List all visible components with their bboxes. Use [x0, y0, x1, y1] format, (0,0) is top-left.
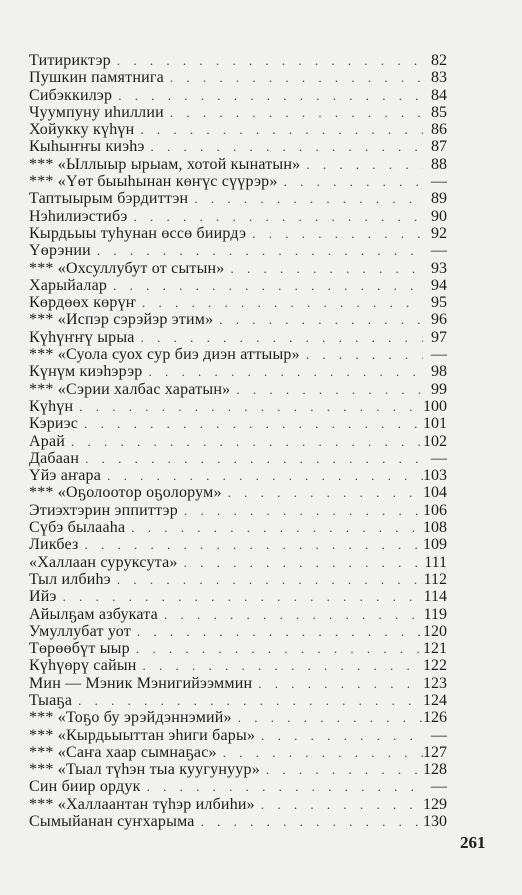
toc-entry: [29, 69, 447, 86]
toc-entry: [29, 709, 447, 726]
dot-leader: [79, 450, 423, 467]
toc-entry: [29, 294, 447, 311]
toc-entry-page: 86: [431, 121, 447, 139]
toc-entry-title: Күнүм киэһэрэр: [29, 363, 143, 381]
dot-leader: [188, 190, 423, 207]
dot-leader: [217, 744, 423, 761]
toc-entry-title: Умуллубат уот: [29, 622, 131, 640]
toc-entry-page: 129: [423, 795, 447, 813]
toc-entry-page: 119: [423, 605, 447, 623]
toc-entry: [29, 225, 447, 242]
toc-entry-title: Көрдөөх көрүҥ: [29, 294, 136, 312]
dot-leader: [195, 813, 423, 830]
toc-entry-page: 84: [431, 86, 447, 104]
toc-entry-page: 87: [431, 138, 447, 156]
toc-entry-title: Үөрэнии: [29, 242, 91, 260]
dot-leader: [107, 277, 423, 294]
dot-leader: [232, 709, 423, 726]
toc-entry-title: «Халлаан суруксута»: [29, 553, 178, 571]
dot-leader: [143, 363, 424, 380]
toc-entry: [29, 138, 447, 155]
toc-entry-title: Сүбэ былааһа: [29, 519, 126, 537]
toc-entry-title: Тыл илбиһэ: [29, 570, 111, 588]
toc-entry-page: 98: [431, 363, 447, 381]
toc-entry-page: 99: [431, 380, 447, 398]
toc-entry-title: *** «Тыал түһэн тыа куугунуур»: [29, 761, 260, 779]
toc-entry-page: 122: [423, 657, 447, 675]
toc-entry: [29, 363, 447, 380]
dot-leader: [137, 657, 423, 674]
toc-entry-page: 114: [423, 588, 447, 606]
dot-leader: [246, 225, 423, 242]
toc-entry-page: 123: [423, 674, 447, 692]
toc-entry-page: 127: [423, 743, 447, 761]
toc-entry-page: 106: [423, 501, 447, 519]
toc-entry: [29, 502, 447, 519]
dot-leader: [141, 778, 423, 795]
dot-leader: [135, 329, 423, 346]
toc-entry-page: 108: [423, 519, 447, 537]
toc-entry-title: *** «Испэр сэрэйэр этим»: [29, 311, 214, 329]
toc-entry-page: 96: [431, 311, 447, 329]
toc-entry: [29, 242, 447, 259]
toc-entry: [29, 606, 447, 623]
toc-entry: [29, 796, 447, 813]
toc-entry: [29, 536, 447, 553]
toc-entry-page: 112: [423, 570, 447, 588]
toc-entry: [29, 398, 447, 415]
dot-leader: [131, 623, 423, 640]
dot-leader: [300, 156, 423, 173]
dot-leader: [57, 588, 423, 605]
toc-entry: [29, 433, 447, 450]
toc-entry-page: 104: [423, 484, 447, 502]
toc-entry-title: *** «Охсуллубут от сытын»: [29, 259, 225, 277]
dot-leader: [178, 554, 423, 571]
dot-leader: [255, 727, 423, 744]
dot-leader: [178, 502, 423, 519]
toc-entry: [29, 52, 447, 69]
toc-entry-title: *** «Саҥа хаар сымнаҕас»: [29, 743, 217, 761]
toc-entry-title: Күһүҥҥү ырыа: [29, 328, 135, 346]
toc-entry: [29, 727, 447, 744]
toc-entry-title: Кэриэс: [29, 415, 79, 433]
toc-entry-title: *** «Тоҕо бу эрэйдэннэмий»: [29, 709, 232, 727]
dot-leader: [213, 311, 423, 328]
toc-entry-title: Ийэ: [29, 588, 57, 606]
toc-entry-title: Мин — Мэник Мэнигийээммин: [29, 674, 253, 692]
dot-leader: [260, 761, 423, 778]
toc-entry: [29, 657, 447, 674]
toc-entry-title: Төрөөбүт ыыр: [29, 640, 130, 658]
toc-entry: [29, 640, 447, 657]
dot-leader: [111, 52, 423, 69]
toc-entry-page: 95: [431, 294, 447, 312]
dot-leader: [278, 173, 423, 190]
toc-entry: [29, 260, 447, 277]
toc-entry-page: —: [431, 726, 447, 744]
dot-leader: [79, 536, 423, 553]
toc-entry: [29, 744, 447, 761]
dot-leader: [255, 796, 423, 813]
toc-entry-title: Күһүөрү сайын: [29, 657, 137, 675]
toc-entry-page: 102: [423, 432, 447, 450]
toc-entry-page: 103: [423, 467, 447, 485]
toc-entry-page: 88: [431, 155, 447, 173]
toc-entry-title: Тыаҕа: [29, 691, 73, 709]
toc-entry-page: —: [431, 242, 447, 260]
dot-leader: [127, 208, 423, 225]
toc-entry: [29, 813, 447, 830]
toc-entry-page: 85: [431, 103, 447, 121]
toc-entry: [29, 346, 447, 363]
toc-entry-title: Кыһыҥҥы киэһэ: [29, 138, 145, 156]
toc-entry: [29, 381, 447, 398]
toc-entry-page: 100: [423, 397, 447, 415]
dot-leader: [230, 381, 423, 398]
dot-leader: [252, 675, 423, 692]
toc-entry-title: Ликбез: [29, 536, 79, 554]
toc-entry: [29, 519, 447, 536]
dot-leader: [65, 433, 423, 450]
toc-entry-title: Дабаан: [29, 449, 80, 467]
toc-entry-title: Пушкин памятнига: [29, 69, 164, 87]
toc-entry-page: 82: [431, 52, 447, 69]
toc-entry-title: Сибэккилэр: [29, 86, 113, 104]
dot-leader: [225, 260, 424, 277]
toc-entry: [29, 467, 447, 484]
dot-leader: [136, 294, 423, 311]
toc-entry-page: 83: [431, 69, 447, 87]
dot-leader: [145, 138, 423, 155]
dot-leader: [78, 415, 423, 432]
dot-leader: [164, 69, 423, 86]
toc-entry: [29, 484, 447, 501]
dot-leader: [158, 606, 423, 623]
dot-leader: [130, 640, 423, 657]
toc-entry-page: 126: [423, 709, 447, 727]
toc-entry-page: 124: [423, 691, 447, 709]
toc-entry-page: 93: [431, 259, 447, 277]
toc-entry: [29, 571, 447, 588]
toc-entry: [29, 761, 447, 778]
toc-entry-page: 94: [431, 276, 447, 294]
toc-entry-page: 128: [423, 761, 447, 779]
table-of-contents: [29, 52, 447, 830]
toc-entry-page: 90: [431, 207, 447, 225]
toc-entry-page: 120: [423, 622, 447, 640]
toc-entry-title: Үйэ аҥара: [29, 467, 102, 485]
toc-entry: [29, 623, 447, 640]
toc-entry-page: —: [431, 346, 447, 364]
toc-entry-title: Син биир ордук: [29, 778, 141, 796]
toc-entry: [29, 329, 447, 346]
toc-entry: [29, 277, 447, 294]
toc-entry: [29, 87, 447, 104]
dot-leader: [112, 87, 423, 104]
toc-entry-title: *** «Сэрии халбас харатын»: [29, 380, 231, 398]
toc-entry-page: —: [431, 449, 447, 467]
toc-entry-title: Этиэхтэрин эппиттэр: [29, 501, 178, 519]
toc-entry: [29, 156, 447, 173]
dot-leader: [91, 242, 423, 259]
dot-leader: [101, 467, 423, 484]
toc-entry-title: Күһүн: [29, 397, 74, 415]
toc-entry: [29, 675, 447, 692]
toc-entry-title: *** «Суола суох сур биэ диэн аттыыр»: [29, 346, 300, 364]
toc-entry: [29, 415, 447, 432]
toc-entry: [29, 311, 447, 328]
dot-leader: [134, 121, 423, 138]
toc-entry: [29, 588, 447, 605]
dot-leader: [300, 346, 423, 363]
toc-entry-title: Нэһилиэстибэ: [29, 207, 128, 225]
dot-leader: [164, 104, 423, 121]
toc-entry-page: 89: [431, 190, 447, 208]
toc-entry: [29, 778, 447, 795]
toc-entry: [29, 190, 447, 207]
toc-entry-title: Арай: [29, 432, 66, 450]
toc-entry-title: Хойукку күһүн: [29, 121, 135, 139]
toc-entry: [29, 692, 447, 709]
toc-entry-page: —: [431, 173, 447, 191]
toc-entry-title: Харыйалар: [29, 276, 108, 294]
dot-leader: [72, 692, 423, 709]
toc-entry-page: 92: [431, 224, 447, 242]
toc-entry-title: Айылҕам азбуката: [29, 605, 158, 623]
toc-entry: [29, 554, 447, 571]
toc-entry-title: *** «Халлаантан түһэр илбиһи»: [29, 795, 255, 813]
toc-entry-title: Титириктэр: [29, 52, 111, 69]
toc-entry-page: 109: [423, 536, 447, 554]
dot-leader: [125, 519, 423, 536]
toc-entry: [29, 208, 447, 225]
toc-entry-page: 97: [431, 328, 447, 346]
toc-entry-title: Таптыырым бэрдиттэн: [29, 190, 189, 208]
toc-entry: [29, 121, 447, 138]
toc-entry-page: —: [431, 778, 447, 796]
toc-entry-title: Сымыйанан суҥхарыма: [29, 813, 195, 831]
toc-entry-page: 121: [423, 640, 447, 658]
toc-entry-title: *** «Оҕолоотор оҕолорум»: [29, 484, 222, 502]
toc-entry-title: *** «Кырдьыыттан эһиги бары»: [29, 726, 256, 744]
toc-entry-title: *** «Ыллыыр ырыам, хотой кынатын»: [29, 155, 301, 173]
toc-entry-title: Чуумпуну иһиллии: [29, 103, 164, 121]
toc-entry: [29, 450, 447, 467]
dot-leader: [111, 571, 423, 588]
toc-entry-page: 101: [423, 415, 447, 433]
toc-entry-title: *** «Үөт быыһынан көҥүс сүүрэр»: [29, 173, 278, 191]
toc-entry: [29, 173, 447, 190]
toc-entry: [29, 104, 447, 121]
dot-leader: [73, 398, 423, 415]
toc-entry-page: 111: [424, 553, 447, 571]
page-number: 261: [460, 833, 486, 852]
dot-leader: [222, 484, 423, 501]
toc-entry-page: 130: [423, 813, 447, 831]
toc-entry-title: Кырдьыы туһунан өссө биирдэ: [29, 224, 247, 242]
